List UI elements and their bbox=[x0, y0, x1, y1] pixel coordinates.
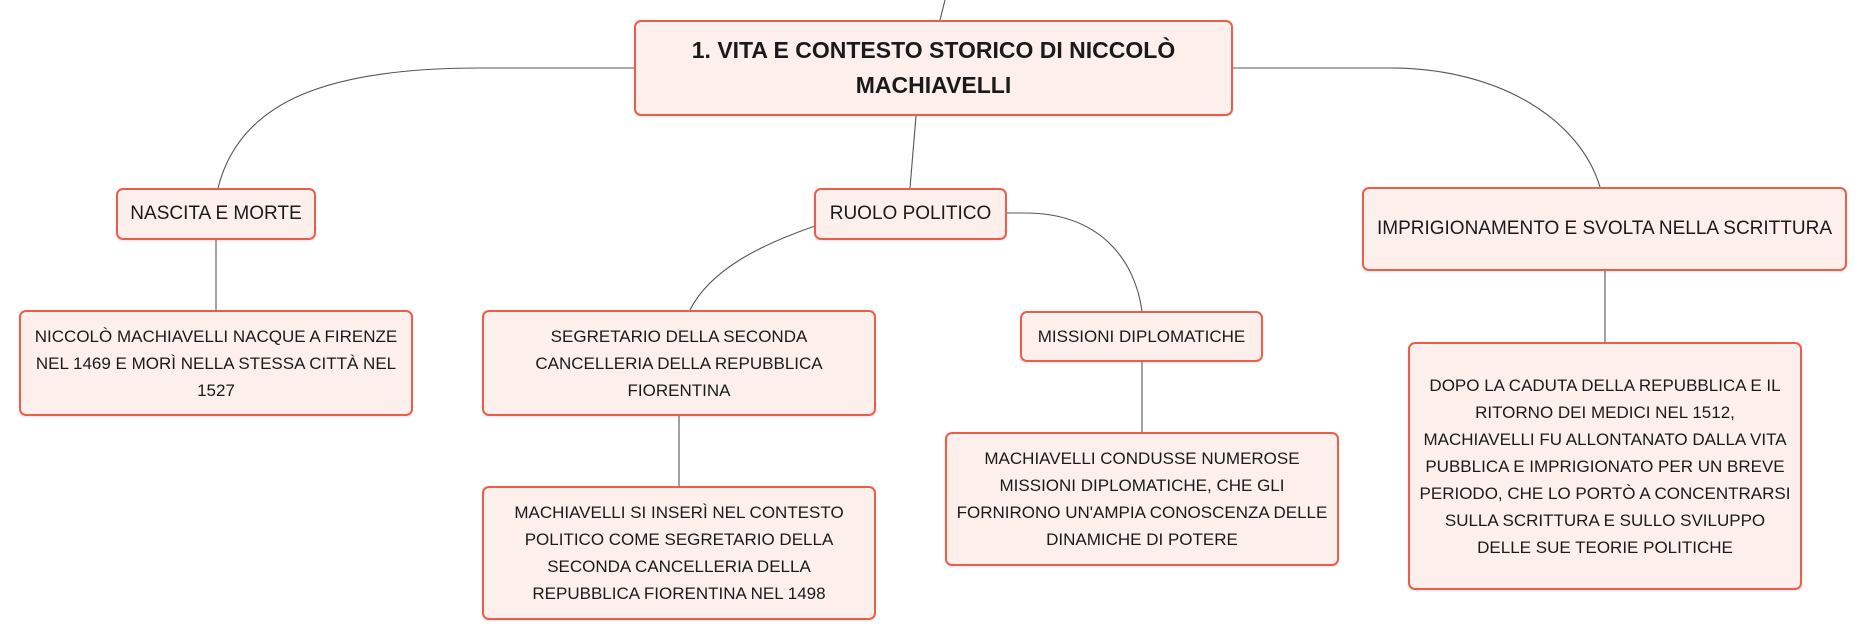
detail-missioni[interactable] bbox=[945, 432, 1339, 566]
detail-segretario-text: MACHIAVELLI SI INSERÌ NEL CONTESTO POLITICO COME SEGRETARIO DELLA SECONDA CANCELLERIA DELLA REPUBBLICA FIORENTINA NEL 1498 bbox=[514, 503, 844, 603]
connector-ruolo-to-missioni bbox=[1006, 213, 1142, 311]
connector-root-to-nascita bbox=[218, 68, 634, 188]
topic-ruolo-politico[interactable] bbox=[814, 188, 1007, 240]
subtopic-missioni-label: MISSIONI DIPLOMATICHE bbox=[1037, 327, 1246, 346]
connector-root-to-ruolo bbox=[910, 116, 916, 188]
connector-ruolo-to-segretario bbox=[690, 226, 815, 310]
subtopic-segretario[interactable] bbox=[482, 310, 876, 416]
detail-imprigionamento[interactable] bbox=[1408, 342, 1802, 590]
detail-imprigionamento-text: DOPO LA CADUTA DELLA REPUBBLICA E IL RITORNO DEI MEDICI NEL 1512, MACHIAVELLI FU ALLONTANATO DALLA VITA PUBBLICA E IMPRIGIONATO PER UN BREVE PERIODO, CHE LO PORTÒ A CONCENTRARSI SULLA SCRITTURA E SULLO SVILUPPO DELLE SUE TEORIE POLITICHE bbox=[1419, 375, 1791, 557]
detail-missioni-text: MACHIAVELLI CONDUSSE NUMEROSE MISSIONI DIPLOMATICHE, CHE GLI FORNIRONO UN'AMPIA CONOSCENZA DELLE DINAMICHE DI POTERE bbox=[956, 449, 1328, 549]
subtopic-segretario-label: SEGRETARIO DELLA SECONDA CANCELLERIA DELLA REPUBBLICA FIORENTINA bbox=[535, 326, 823, 400]
root-topic-label: 1. VITA E CONTESTO STORICO DI NICCOLÒ MACHIAVELLI bbox=[691, 37, 1176, 98]
connector-parent-to-root bbox=[940, 0, 945, 20]
root-topic[interactable] bbox=[634, 20, 1233, 116]
detail-nascita-text: NICCOLÒ MACHIAVELLI NACQUE A FIRENZE NEL 1469 E MORÌ NELLA STESSA CITTÀ NEL 1527 bbox=[34, 326, 398, 400]
subtopic-missioni-diplomatiche[interactable] bbox=[1020, 311, 1263, 362]
topic-nascita-label: NASCITA E MORTE bbox=[130, 203, 302, 224]
detail-segretario[interactable] bbox=[482, 486, 876, 620]
detail-nascita[interactable] bbox=[19, 310, 413, 416]
connector-root-to-imprigionamento bbox=[1233, 68, 1600, 187]
topic-ruolo-label: RUOLO POLITICO bbox=[829, 203, 992, 224]
topic-imprigionamento-label: IMPRIGIONAMENTO E SVOLTA NELLA SCRITTURA bbox=[1376, 218, 1833, 239]
topic-imprigionamento[interactable] bbox=[1362, 187, 1847, 271]
topic-nascita-e-morte[interactable] bbox=[116, 188, 316, 240]
